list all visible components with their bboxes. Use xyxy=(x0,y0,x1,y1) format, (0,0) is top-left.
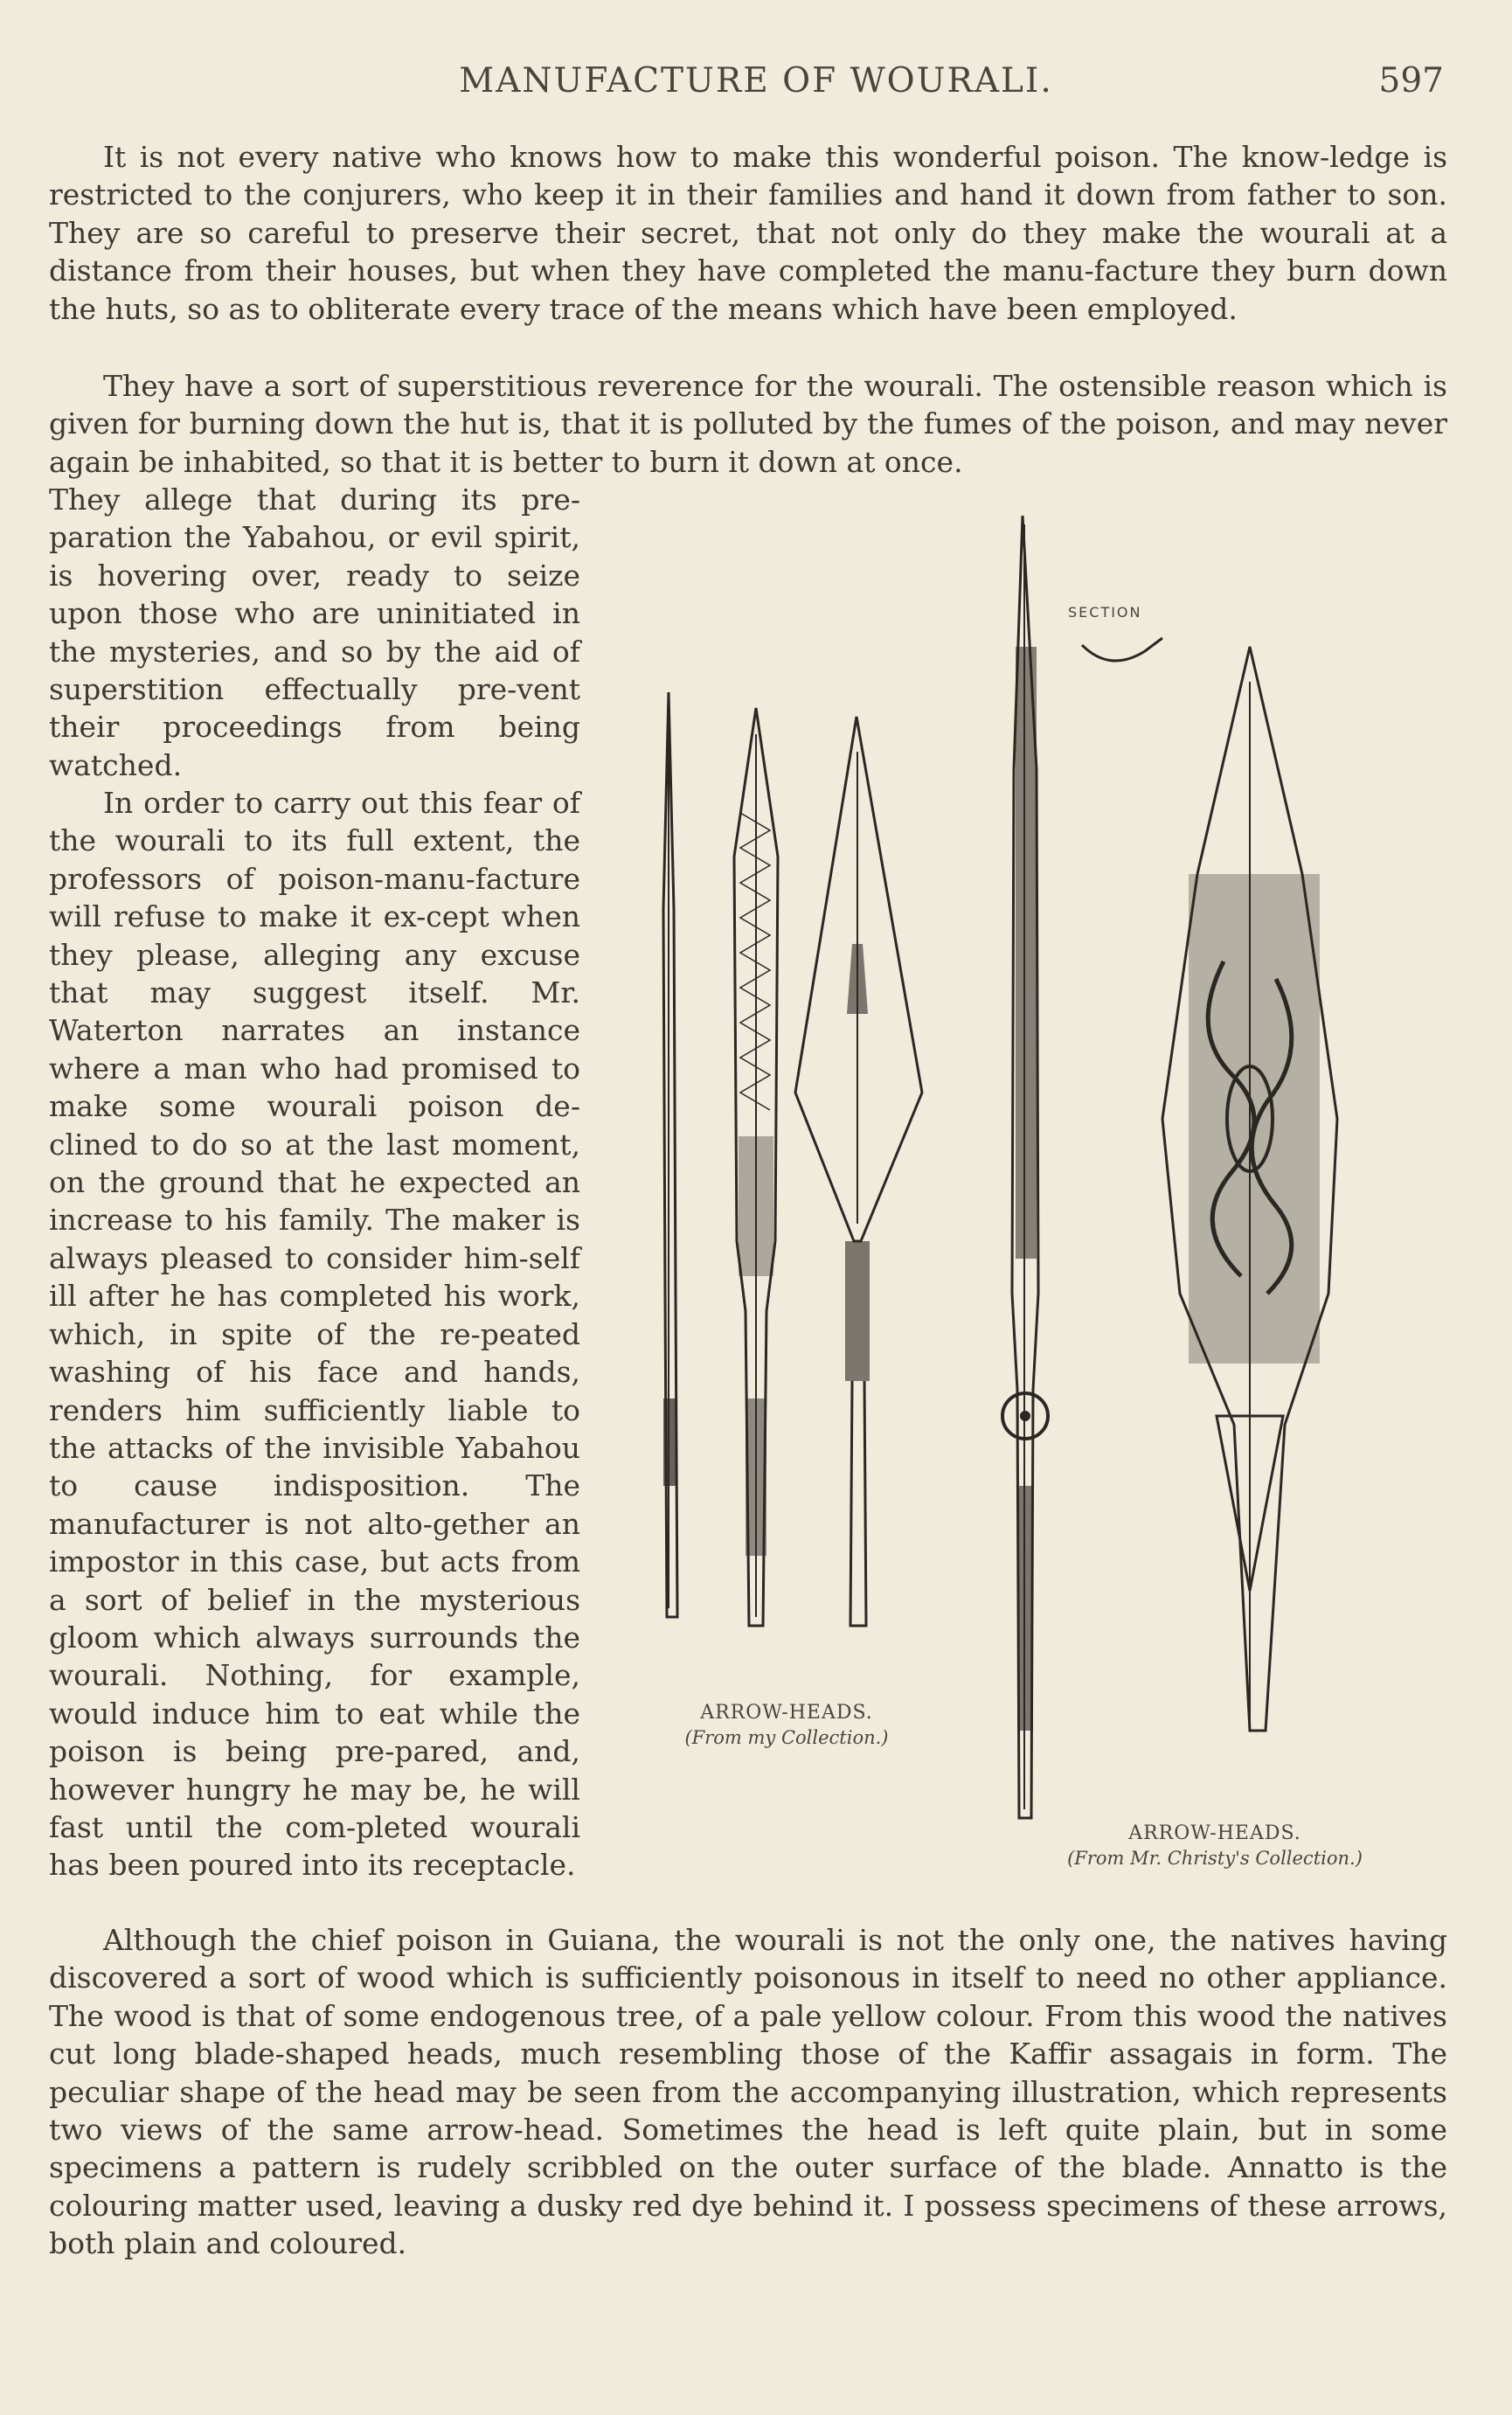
paragraph-5: Although the chief poison in Guiana, the wourali is not the only one, the natives having discovered a sort of wood which is sufficiently poisonous in itself to need no other appliance. The wood is that of some endogenous tree, of a pale yellow colour. From this wood the natives cut long blade-shaped heads, much resembling those of the Kaffir assagais in form. The peculiar shape of the head may be seen from the accompanying illustration, which represents two views of the same arrow-head. Sometimes the head is left quite plain, but in some specimens a pattern is rudely scribbled on the outer surface of the blade. Annatto is the colouring matter used, leaving a dusky red dye behind it. I possess specimens of these arrows, both plain and coloured. xyxy=(49,1923,1447,2261)
arrow-head-ornamented xyxy=(1162,647,1337,1731)
caption-left xyxy=(642,1702,931,1748)
arrow-head-leaf xyxy=(795,717,922,1626)
caption-left-title: ARROW-HEADS. xyxy=(700,1702,873,1724)
arrow-head-long-shaft xyxy=(1002,516,1048,1818)
caption-left-source: (From my Collection.) xyxy=(684,1727,889,1748)
arrow-head-plain-shaft xyxy=(663,692,677,1617)
paragraph-3: They allege that during its pre-paration the Yabahou, or evil spirit, is hovering over, ready to seize upon those who are uninitiated in the mysteries, and so by the aid of superstition effectually pre-vent their proceedings from being watched. xyxy=(49,482,580,782)
caption-right-title: ARROW-HEADS. xyxy=(1128,1822,1301,1844)
paragraph-4: In order to carry out this fear of the wourali to its full extent, the professors of poison-manu-facture will refuse to make it ex-cept when they please, alleging any excuse that may suggest itself. Mr. Waterton narrates an instance where a man who had promised to make some wourali poison de-clined to do so at the last moment, on the ground that he expected an increase to his family. The maker is always pleased to consider him-self ill after he has completed his work, which, in spite of the re-peated washing of his face and hands, renders him sufficiently liable to the attacks of the invisible Yabahou to cause indisposition. The manufacturer is not alto-gether an impostor in this case, but acts from a sort of belief in the mysterious gloom which always surrounds the wourali. Nothing, for example, would induce him to eat while the poison is being pre-pared, and, however hungry he may be, he will fast until the com-pleted wourali has been poured into its receptacle. xyxy=(49,786,580,1883)
arrow-heads-illustration-left xyxy=(642,682,940,1643)
section-diagram xyxy=(1082,638,1162,661)
running-title: MANUFACTURE OF WOURALI. xyxy=(459,61,1053,101)
paragraph-2: They have a sort of superstitious reverence for the wourali. The ostensible reason which is given for burning down the hut is, that it is polluted by the fumes of the poison, and may never again be inhabited, so that it is better to burn it down at once. xyxy=(49,369,1447,479)
paragraph-1: It is not every native who knows how to make this wonderful poison. The know-ledge is restricted to the conjurers, who keep it in their families and hand it down from father to son. They are so careful to preserve their secret, that not only do they make the wourali at a distance from their houses, but when they have completed the manu-facture they burn down the huts, so as to obliterate every trace of the means which have been employed. xyxy=(49,140,1447,326)
running-header xyxy=(0,58,1512,110)
page-number: 597 xyxy=(1378,61,1444,101)
arrow-heads-illustration-right xyxy=(988,507,1460,1836)
section-label: SECTION xyxy=(1068,604,1142,621)
caption-right xyxy=(1023,1822,1407,1869)
caption-right-source: (From Mr. Christy's Collection.) xyxy=(1067,1848,1363,1869)
arrow-head-patterned xyxy=(734,708,778,1626)
